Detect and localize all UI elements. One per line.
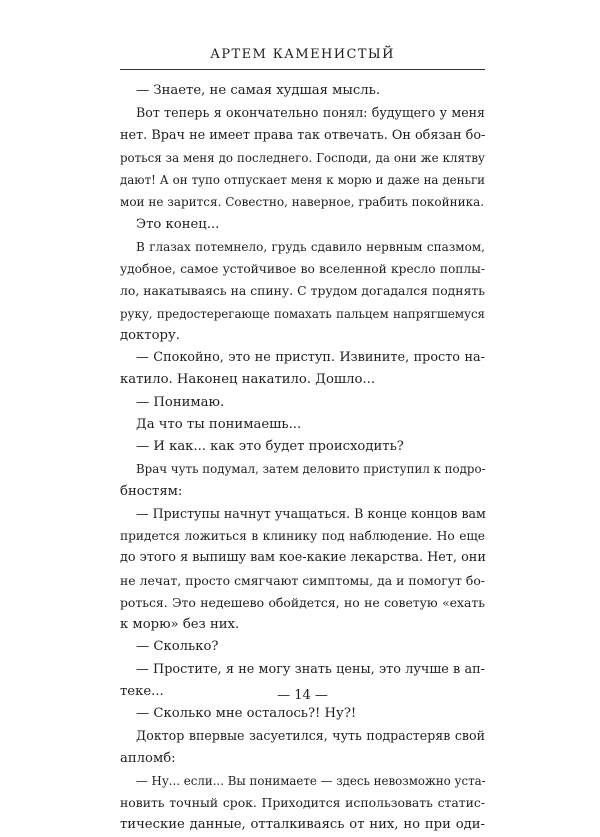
- text-line: — Сколько мне осталось?! Ну?!: [136, 706, 357, 721]
- text-line: Да что ты понимаешь...: [136, 416, 302, 432]
- text-line: — Сколько?: [136, 639, 219, 655]
- text-line: Доктор впервые засуетился, чуть подрастеряв свой: [136, 728, 485, 744]
- text-line: — Простите, я не могу знать цены, это лучше в ап-: [136, 661, 485, 677]
- page-body: [120, 80, 485, 837]
- text-line: ло, накатываясь на спину. С трудом догадался поднять: [120, 283, 485, 299]
- text-line: доктору.: [120, 327, 180, 343]
- header-rule: [120, 69, 485, 70]
- text-line: руку, предостерегающе помахать пальцем напрягшемуся: [120, 306, 485, 321]
- text-line: — Понимаю.: [136, 394, 225, 410]
- text-line: мои не зарится. Совестно, наверное, грабить покойника.: [120, 195, 485, 210]
- text-line: роться за меня до последнего. Господи, да они же клятву: [120, 150, 485, 165]
- text-line: нет. Врач не имеет права так отвечать. Он обязан бо-: [120, 127, 486, 143]
- text-line: теке...: [120, 683, 164, 699]
- text-line: — Спокойно, это не приступ. Извините, просто на-: [136, 350, 485, 365]
- text-line: катило. Наконец накатило. Дошло...: [120, 372, 376, 388]
- text-line: удобное, самое устойчивое во вселенной кресло поплы-: [120, 262, 485, 276]
- text-line: Вот теперь я окончательно понял: будущего у меня: [136, 105, 485, 121]
- page-number: — 14 —: [277, 688, 328, 703]
- text-line: Врач чуть подумал, затем деловито приступил к подро-: [136, 462, 486, 477]
- text-line: — Знаете, не самая худшая мысль.: [136, 83, 381, 98]
- text-line: роться. Это недешево обойдется, но не советую «ехать: [120, 594, 485, 610]
- text-line: дают! А он тупо отпускает меня к морю и даже на деньги: [120, 173, 485, 187]
- text-line: Это конец...: [136, 216, 220, 232]
- text-line: новить точный срок. Приходится использовать статис-: [120, 795, 485, 810]
- text-line: — Приступы начнут учащаться. В конце концов вам: [136, 505, 486, 521]
- text-line: к морю» без них.: [120, 617, 240, 632]
- text-line: апломб:: [120, 750, 176, 766]
- text-line: не лечат, просто смягчают симптомы, да и помогут бо-: [120, 572, 485, 588]
- text-line: до этого я выпишу вам кое-какие лекарства. Нет, они: [120, 550, 486, 566]
- text-line: — И как... как это будет происходить?: [136, 439, 404, 454]
- running-header: АРТЕМ КАМЕНИСТЫЙ: [210, 47, 395, 62]
- text-line: бностям:: [120, 483, 183, 499]
- text-line: В глазах потемнело, грудь сдавило нервным спазмом,: [136, 239, 485, 254]
- text-line: тические данные, отталкиваясь от них, но при оди-: [120, 817, 485, 833]
- text-line: придется ложиться в клинику под наблюдение. Но еще: [120, 529, 485, 543]
- text-line: — Ну... если... Вы понимаете — здесь невозможно уста-: [136, 773, 486, 788]
